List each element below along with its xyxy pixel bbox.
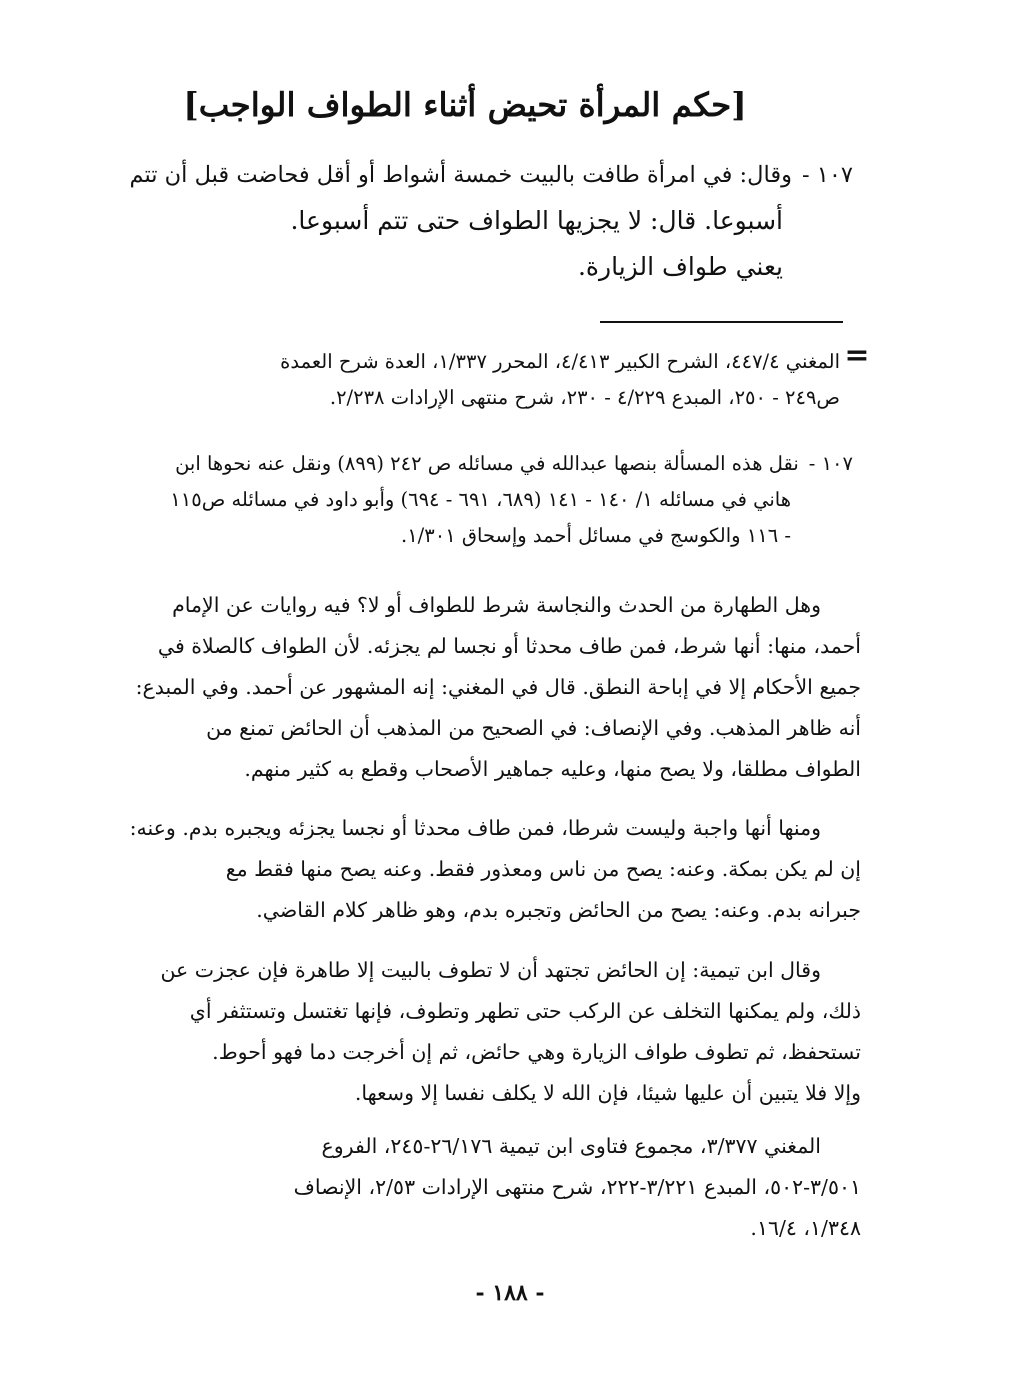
paragraph-line: جبرانه بدم. وعنه: يصح من الحائض وتجبره بدم، وهو ظاهر كلام القاضي. bbox=[256, 898, 861, 922]
paragraph-line: ١/٣٤٨، ١٦/٤. bbox=[750, 1216, 861, 1240]
paragraph-purity-condition bbox=[118, 585, 861, 790]
paragraph-line: ذلك، ولم يمكنها التخلف عن الركب حتى تطهر وتطوف، فإنها تغتسل وتستثفر أي bbox=[189, 999, 861, 1023]
paragraph-sources bbox=[118, 1126, 861, 1249]
paragraph-line: ٣/٥٠١-٥٠٢، المبدع ٣/٢٢١-٢٢٢، شرح منتهى الإرادات ٢/٥٣، الإنصاف bbox=[293, 1175, 861, 1199]
paragraph-ibn-taymiyyah bbox=[118, 950, 861, 1114]
paragraph-line: تستحفظ، ثم تطوف طواف الزيارة وهي حائض، ثم إن أخرجت دما فهو أحوط. bbox=[212, 1040, 861, 1064]
main-entry-line bbox=[118, 152, 853, 198]
paragraph-line: إن لم يكن بمكة. وعنه: يصح من ناس ومعذور فقط. وعنه يصح منها فقط مع bbox=[225, 857, 861, 881]
paragraph-line: أنه ظاهر المذهب. وفي الإنصاف: في الصحيح من المذهب أن الحائض تمنع من bbox=[206, 716, 861, 740]
footnote-line bbox=[118, 446, 853, 482]
main-entry-107 bbox=[118, 152, 853, 290]
entry-number: ١٠٧ - bbox=[801, 162, 853, 188]
paragraph-line: ومنها أنها واجبة وليست شرطا، فمن طاف محدثا أو نجسا يجزئه ويجبره بدم. وعنه: bbox=[129, 816, 821, 840]
page-number: - ١٨٨ - bbox=[475, 1280, 545, 1306]
footnote-line: - ١١٦ والكوسج في مسائل أحمد وإسحاق ١/٣٠١. bbox=[401, 524, 791, 547]
footnote-continuation-mark: = bbox=[844, 338, 870, 373]
footnote-107 bbox=[118, 446, 853, 554]
footnote-number: ١٠٧ - bbox=[808, 452, 853, 475]
footnote-text: نقل هذه المسألة بنصها عبدالله في مسائله ص ٢٤٢ (٨٩٩) ونقل عنه نحوها ابن bbox=[175, 452, 799, 475]
footnote-line: هاني في مسائله ١/ ١٤٠ - ١٤١ (٦٨٩، ٦٩١ - ٦٩٤) وأبو داود في مسائله ص١١٥ bbox=[170, 488, 791, 511]
paragraph-line: وهل الطهارة من الحدث والنجاسة شرط للطواف أو لا؟ فيه روايات عن الإمام bbox=[172, 593, 821, 617]
footnote-references bbox=[118, 344, 840, 416]
paragraph-obligation bbox=[118, 808, 861, 931]
main-entry-line: أسبوعا. قال: لا يجزيها الطواف حتى تتم أسبوعا. bbox=[290, 206, 783, 235]
paragraph-line: أحمد، منها: أنها شرط، فمن طاف محدثا أو نجسا لم يجزئه. لأن الطواف كالصلاة في bbox=[157, 634, 861, 658]
main-entry-line: يعني طواف الزيارة. bbox=[577, 252, 783, 281]
footnote-line: ص٢٤٩ - ٢٥٠، المبدع ٤/٢٢٩ - ٢٣٠، شرح منتهى الإرادات ٢/٢٣٨. bbox=[329, 386, 840, 409]
paragraph-line: وإلا فلا يتبين أن عليها شيئا، فإن الله لا يكلف نفسا إلا وسعها. bbox=[354, 1081, 861, 1105]
paragraph-line: وقال ابن تيمية: إن الحائض تجتهد أن لا تطوف بالبيت إلا طاهرة فإن عجزت عن bbox=[160, 958, 821, 982]
paragraph-line: جميع الأحكام إلا في إباحة النطق. قال في المغني: إنه المشهور عن أحمد. وفي المبدع: bbox=[135, 675, 861, 699]
main-entry-text: وقال: في امرأة طافت بالبيت خمسة أشواط أو أقل فحاضت قبل أن تتم bbox=[129, 162, 792, 188]
paragraph-line: الطواف مطلقا، ولا يصح منها، وعليه جماهير الأصحاب وقطع به كثير منهم. bbox=[244, 757, 861, 781]
paragraph-line: المغني ٣/٣٧٧، مجموع فتاوى ابن تيمية ٢٦/١٧٦-٢٤٥، الفروع bbox=[321, 1134, 821, 1158]
footnote-separator bbox=[600, 321, 843, 323]
page-title: [حكم المرأة تحيض أثناء الطواف الواجب] bbox=[183, 85, 747, 124]
footnote-line: المغني ٤٤٧/٤، الشرح الكبير ٤/٤١٣، المحرر ١/٣٣٧، العدة شرح العمدة bbox=[280, 350, 840, 373]
